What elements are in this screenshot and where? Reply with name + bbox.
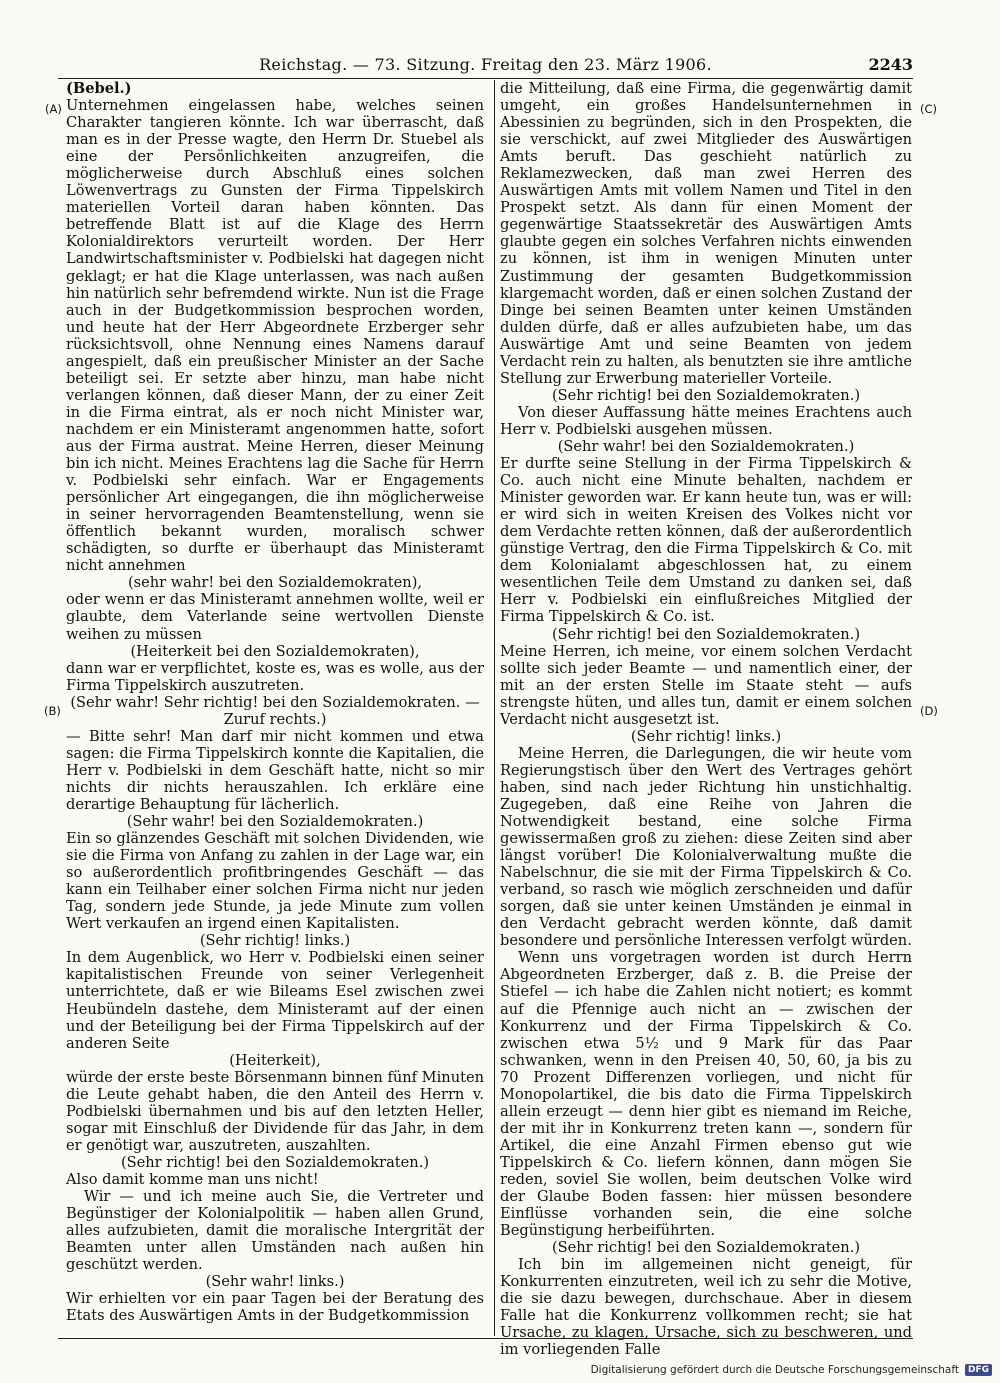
paragraph: Er durfte seine Stellung in der Firma Tippelskirch & Co. auch nicht eine Minute behalten, nachdem er Minister geworden war. Er kann heute tun, was er will: er wird sich in weiten Kreisen des Volkes nicht vor dem Verdachte retten können, daß der außerordentlich günstige Vertrag, den die Firma Tippelskirch & Co. mit dem Kolonialamt abgeschlossen hat, zu einem wesentlichen Teile dem Umstand zu danken sei, daß Herr v. Podbielski ein einflußreiches Mitglied der Firma Tippelskirch & Co. ist. — [500, 455, 912, 626]
interjection: (Heiterkeit), — [229, 1051, 321, 1069]
page-number: 2243 — [868, 55, 913, 74]
interjection: (Sehr richtig! bei den Sozialdemokraten.) — [120, 1153, 430, 1171]
interjection: (Sehr richtig! bei den Sozialdemokraten.) — [551, 1239, 861, 1257]
paragraph: Ein so glänzendes Geschäft mit solchen Dividenden, wie sie die Firma von Anfang zu zahlen in der Lage war, ein so außerordentlich profitbringendes Geschäft — das kann ein Teilhaber einer solchen Firma nicht nur jeden Tag, sondern jede Stunde, ja jede Minute zum vollen Wert verkaufen an irgend einen Kapitalisten. — [66, 830, 484, 933]
interjection: (Sehr wahr! bei den Sozialdemokraten.) — [557, 437, 855, 455]
margin-marker-c: (C) — [920, 102, 938, 116]
margin-marker-d: (D) — [920, 704, 938, 718]
paragraph: würde der erste beste Börsenmann binnen fünf Minuten die Leute gehabt haben, die den Anteil des Herrn v. Podbielski übernahmen und bis auf den letzten Heller, sogar mit Einschluß der Dividende für das Jahr, in dem er genötigt war, auszutreten, auszahlten. — [66, 1068, 484, 1154]
speaker-name: (Bebel.) — [66, 80, 132, 97]
paragraph: Wir — und ich meine auch Sie, die Vertreter und Begünstiger der Kolonialpolitik — haben allen Grund, alles aufzubieten, damit die moralische Intergrität der Beamten unter allen Umständen nach außen hin geschützt werden. — [66, 1188, 484, 1274]
left-column — [66, 80, 484, 1324]
right-column-text — [500, 80, 912, 1359]
paragraph: Wir erhielten vor ein paar Tagen bei der Beratung des Etats des Auswärtigen Amts in der Budgetkommission — [66, 1290, 484, 1325]
interjection: (Sehr richtig! links.) — [199, 932, 351, 950]
paragraph: dann war er verpflichtet, koste es, was es wolle, aus der Firma Tippelskirch auszutreten. — [66, 659, 484, 694]
interjection: (sehr wahr! bei den Sozialdemokraten), — [127, 574, 423, 592]
dfg-logo: DFG — [965, 1364, 992, 1376]
running-title: Reichstag. — 73. Sitzung. Freitag den 23. März 1906. — [259, 55, 712, 74]
right-column — [500, 80, 912, 1359]
left-column-text — [66, 97, 484, 1324]
paragraph: — Bitte sehr! Man darf mir nicht kommen und etwa sagen: die Firma Tippelskirch konnte die Kapitalien, die Herr v. Podbielski in dem Geschäft hatte, nicht so mir nichts dir nichts herauszahlen. Ich erkläre eine derartige Behauptung für lächerlich. — [66, 727, 484, 813]
paragraph: Meine Herren, ich meine, vor einem solchen Verdacht sollte sich jeder Beamte — und namentlich einer, der mit an der ersten Stelle im Staate steht — aufs strengste hüten, und alles tun, damit er einem solchen Verdacht nicht ausgesetzt ist. — [500, 642, 912, 728]
paragraph: oder wenn er das Ministeramt annehmen wollte, weil er glaubte, dem Vaterlande seine wertvollen Dienste weihen zu müssen — [66, 591, 484, 643]
interjection: (Sehr wahr! links.) — [205, 1273, 345, 1291]
paragraph: In dem Augenblick, wo Herr v. Podbielski einen seiner kapitalistischen Freunde von seiner Verlegenheit unterrichtete, daß er wie Bileams Esel zwischen zwei Heubündeln dastehe, dem Ministeramt auf der einen und der Beteiligung bei der Firma Tippelskirch auf der anderen Seite — [66, 949, 484, 1052]
footer-credit: Digitalisierung gefördert durch die Deutsche Forschungsgemeinschaft — [590, 1364, 959, 1376]
margin-marker-b: (B) — [44, 704, 61, 718]
paragraph: Von dieser Auffassung hätte meines Erachtens auch Herr v. Podbielski ausgehen müssen. — [500, 403, 912, 438]
interjection: (Heiterkeit bei den Sozialdemokraten), — [130, 642, 420, 660]
interjection: (Sehr wahr! bei den Sozialdemokraten.) — [126, 813, 424, 831]
paragraph: Unternehmen eingelassen habe, welches seinen Charakter tangieren könnte. Ich war überrascht, daß man es in der Presse wagte, den Herrn Dr. Stuebel als eine der Persönlichkeiten anzugreifen, die möglicherweise durch Abschluß eines solchen Löwenvertrags zu Gunsten der Firma Tippelskirch materiellen Vorteil daran haben könnten. Das betreffende Blatt ist auf die Klage des Herrn Kolonialdirektors verurteilt worden. Der Herr Landwirtschaftsminister v. Podbielski hat dagegen nicht geklagt; er hat die Klage unterlassen, was nach außen hin natürlich sehr befremdend wirkte. Nun ist die Frage auch in der Budgetkommission besprochen worden, und heute hat der Herr Abgeordnete Erzberger sehr rücksichtsvoll, ohne Nennung eines Namens darauf angespielt, daß ein preußischer Minister an der Sache beteiligt sei. Er setzte aber hinzu, man habe nicht verlangen können, daß dieser Mann, der zu einer Zeit in die Firma eintrat, als er noch nicht Minister war, nachdem er ein Ministeramt angenommen hatte, sofort aus der Firma austrat. Meine Herren, dieser Meinung bin ich nicht. Meines Erachtens lag die Sache für Herrn v. Podbielski sehr einfach. War er Engagements persönlicher Art eingegangen, die ihn möglicherweise in seiner hervorragenden Beamtenstellung, wenn sie öffentlich bekannt wurden, moralisch schwer schädigten, so durfte er überhaupt das Ministeramt nicht annehmen — [66, 97, 485, 575]
column-divider — [494, 80, 495, 1336]
digitization-footer — [591, 1364, 992, 1376]
paragraph: Wenn uns vorgetragen worden ist durch Herrn Abgeordneten Erzberger, daß z. B. die Preise der Stiefel — ich habe die Zahlen nicht notiert; es kommt auf die Pfennige auch nicht an — zwischen der Konkurrenz und der Firma Tippelskirch & Co. zwischen etwa 5½ und 9 Mark für das Paar schwanken, wenn in den Preisen 40, 50, 60, ja bis zu 70 Prozent Differenzen vorliegen, und nicht für Monopolartikel, die bis dato die Firma Tippelskirch allein erzeugt — denn hier gibt es niemand im Reiche, der mit ihr in Konkurrenz treten kann —, sondern für Artikel, die eine Anzahl Firmen ebenso gut wie Tippelskirch & Co. liefern können, dann mögen Sie reden, soviel Sie wollen, beim deutschen Volke wird der Glaube Boden fassen: hier müssen besondere Einflüsse vorhanden sein, die eine solche Begünstigung herbeiführten. — [500, 949, 912, 1240]
interjection: (Sehr richtig! links.) — [630, 727, 782, 745]
paragraph: Ich bin im allgemeinen nicht geneigt, für Konkurrenten einzutreten, weil ich zu sehr die Motive, die sie dazu bewegen, durchschaue. Aber in diesem Falle hat die Konkurrenz vollkommen recht; sie hat Ursache, zu klagen, Ursache, sich zu beschweren, und im vorliegenden Falle — [500, 1256, 912, 1359]
margin-marker-a: (A) — [45, 102, 62, 116]
interjection: (Sehr richtig! bei den Sozialdemokraten.) — [551, 386, 861, 404]
page-header — [58, 55, 913, 79]
interjection: (Sehr wahr! Sehr richtig! bei den Sozialdemokraten. — Zuruf rechts.) — [70, 693, 480, 728]
paragraph: Meine Herren, die Darlegungen, die wir heute vom Regierungstisch über den Wert des Vertrages gehört haben, sind nach jeder Richtung hin unstichhaltig. Zugegeben, daß eine Reihe von Jahren die Notwendigkeit bestand, eine solche Firma gewissermaßen groß zu ziehen: diese Zeiten sind aber längst vorüber! Die Kolonialverwaltung mußte die Nabelschnur, die sie mit der Firma Tippelskirch & Co. verband, so rasch wie möglich zerschneiden und dafür sorgen, daß sie unter keinen Umständen je einmal in den Verdacht gebracht werden könnte, daß damit besondere und persönliche Interessen verfolgt würden. — [500, 744, 912, 950]
paragraph: Also damit komme man uns nicht! — [66, 1171, 319, 1188]
interjection: (Sehr richtig! bei den Sozialdemokraten.) — [551, 625, 861, 643]
header-rule — [58, 78, 913, 79]
paragraph: die Mitteilung, daß eine Firma, die gegenwärtig damit umgeht, ein großes Handelsunternehmen in Abessinien zu begründen, sich in den Prospekten, die sie verschickt, auf zwei Mitglieder des Auswärtigen Amts beruft. Das geschieht natürlich zu Reklamezwecken, daß man zwei Herren des Auswärtigen Amts mit vollem Namen und Titel in den Prospekt setzt. Als dann für einen Moment der gegenwärtige Staatssekretär des Auswärtigen Amts glaubte gegen ein solches Verfahren nichts einwenden zu können, ist ihm in wenigen Minuten unter Zustimmung der gesamten Budgetkommission klargemacht worden, daß er einen solchen Zustand der Dinge bei seinen Beamten unter keinen Umständen dulden dürfe, daß er alles aufzubieten habe, um das Auswärtige Amt und seine Beamten von jedem Verdacht rein zu halten, als benutzten sie ihre amtliche Stellung zur Erwerbung materieller Vorteile. — [500, 80, 912, 387]
